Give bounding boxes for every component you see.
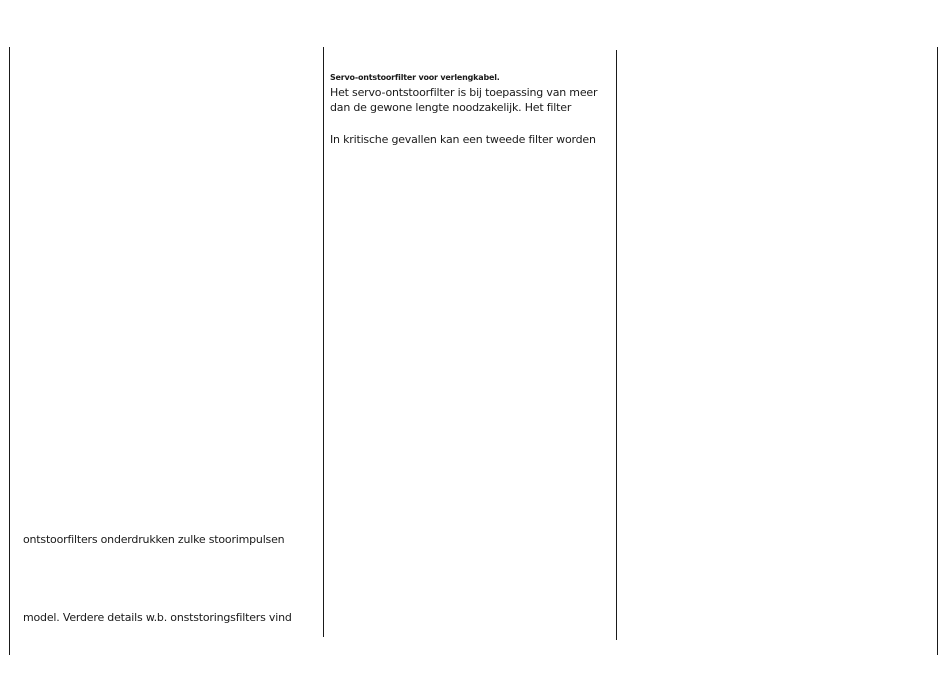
column-rule-center-right: [616, 50, 617, 640]
section-heading: Servo-ontstoorfilter voor verlengkabel.: [330, 73, 500, 82]
column-rule-right: [937, 47, 938, 655]
column-rule-left: [9, 47, 10, 655]
left-column-text-line-2: model. Verdere details w.b. onststoringsfilters vind: [23, 611, 292, 624]
column-rule-center-left: [323, 47, 324, 637]
left-column-text-line-1: ontstoorfilters onderdrukken zulke stoorimpulsen: [23, 533, 285, 546]
paragraph-1-line-1: Het servo-ontstoorfilter is bij toepassing van meer: [330, 86, 598, 99]
paragraph-1-line-2: dan de gewone lengte noodzakelijk. Het filter: [330, 101, 572, 114]
paragraph-2-line-1: In kritische gevallen kan een tweede filter worden: [330, 133, 596, 146]
